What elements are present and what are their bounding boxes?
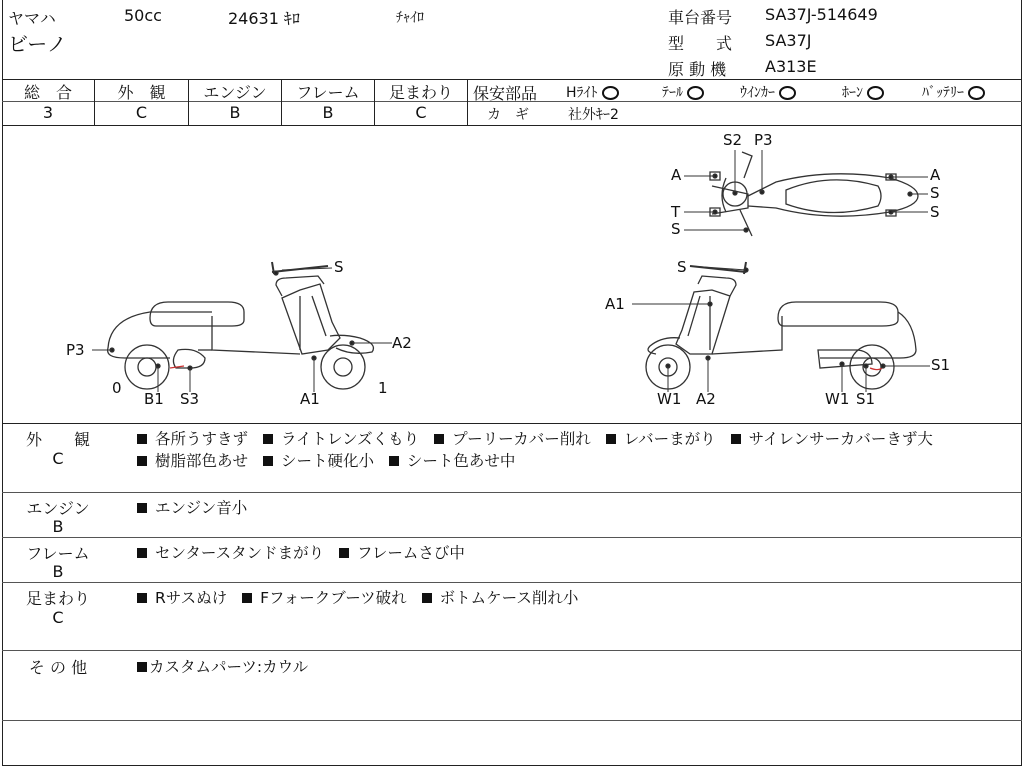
label-right-s: S: [677, 258, 687, 276]
engine-label: 原 動 機: [668, 60, 727, 79]
maker: ヤマハ: [8, 9, 56, 28]
square-bullet-icon: [137, 548, 147, 558]
square-bullet-icon: [263, 434, 273, 444]
model-code-label: 型 式: [668, 34, 733, 53]
grade-value-engine: B: [229, 103, 241, 122]
label-left-b1: B1: [144, 390, 164, 408]
key-label: カ ギ: [487, 107, 529, 123]
grade-label-engine: エンジン: [203, 83, 267, 102]
square-bullet-icon: [731, 434, 741, 444]
safety-item-tail: ﾃｰﾙ: [662, 82, 704, 102]
label-right-a2: A2: [696, 390, 716, 408]
square-bullet-icon: [389, 456, 399, 466]
frame-number: SA37J-514649: [765, 5, 878, 24]
remark-line: Rサスぬけ Fフォークブーツ破れ ボトムケース削れ小: [137, 586, 578, 608]
square-bullet-icon: [606, 434, 616, 444]
square-bullet-icon: [263, 456, 273, 466]
grade-label-frame: フレーム: [296, 83, 360, 102]
label-left-p3: P3: [66, 341, 85, 359]
key-value: 社外ｷｰ2: [568, 107, 619, 123]
remark-label-engine: エンジン: [26, 499, 90, 518]
square-bullet-icon: [339, 548, 349, 558]
grade-value-suspension: C: [415, 103, 427, 122]
square-bullet-icon: [242, 593, 252, 603]
square-bullet-icon: [137, 593, 147, 603]
remark-label-suspension: 足まわり: [25, 589, 90, 608]
label-left-s3: S3: [180, 390, 200, 408]
label-top-p3: P3: [754, 131, 773, 149]
remark-grade-engine: B: [52, 517, 64, 536]
safety-item-winker: ｳｲﾝｶｰ: [740, 82, 796, 102]
remark-grade-suspension: C: [52, 608, 64, 627]
safety-item-headlight: Hﾗｲﾄ: [566, 82, 619, 102]
label-left-one: 1: [378, 379, 388, 397]
grade-value-frame: B: [322, 103, 334, 122]
label-top-s2: S2: [723, 131, 743, 149]
label-right-a1: A1: [605, 295, 625, 313]
frame-number-label: 車台番号: [668, 8, 733, 27]
remark-label-exterior: 外 観: [25, 430, 90, 449]
remark-label-other: そ の 他: [28, 658, 88, 677]
square-bullet-icon: [137, 456, 147, 466]
mileage: 24631 ｷﾛ: [228, 9, 300, 28]
remark-grade-frame: B: [52, 562, 64, 581]
label-top-s-right1: S: [930, 184, 940, 202]
label-top-t: T: [671, 203, 681, 221]
label-right-s1: S1: [931, 356, 951, 374]
grade-label-total: 総 合: [23, 83, 72, 102]
label-top-s-bottom: S: [671, 220, 681, 238]
square-bullet-icon: [137, 662, 147, 672]
square-bullet-icon: [434, 434, 444, 444]
grade-value-exterior: C: [135, 103, 148, 122]
scooter-right-view: [632, 262, 930, 392]
remark-line: エンジン音小: [137, 496, 247, 518]
label-top-s-right2: S: [930, 203, 940, 221]
square-bullet-icon: [137, 503, 147, 513]
scooter-top-view: [684, 150, 928, 236]
engine-code: A313E: [765, 57, 817, 76]
model-name: ビーノ: [8, 32, 67, 56]
remark-line: センタースタンドまがり フレームさび中: [137, 541, 465, 563]
label-right-s1-b: S1: [856, 390, 876, 408]
square-bullet-icon: [422, 593, 432, 603]
grade-label-exterior: 外 観: [117, 83, 166, 102]
label-left-a1: A1: [300, 390, 320, 408]
remark-line: 各所うすきず ライトレンズくもり プーリーカバー削れ レバーまがり サイレンサーカバーきず大: [137, 427, 933, 449]
remark-line: カスタムパーツ:カウル: [137, 655, 308, 677]
grade-label-suspension: 足まわり: [388, 83, 453, 102]
remark-line: 樹脂部色あせ シート硬化小 シート色あせ中: [137, 449, 515, 471]
mileage-note: ﾁｬｲﾛ: [396, 10, 424, 26]
remark-grade-exterior: C: [52, 449, 64, 468]
model-code: SA37J: [765, 31, 812, 50]
displacement: 50cc: [124, 6, 162, 25]
safety-item-horn: ﾎｰﾝ: [842, 82, 884, 102]
square-bullet-icon: [137, 434, 147, 444]
remark-label-frame: フレーム: [26, 544, 90, 563]
grade-value-total: 3: [42, 103, 54, 122]
scooter-left-view: [92, 262, 392, 392]
label-right-w1: W1: [657, 390, 682, 408]
label-top-a-right: A: [930, 166, 941, 184]
label-left-zero: 0: [112, 379, 122, 397]
safety-parts-label: 保安部品: [473, 84, 538, 103]
safety-item-battery: ﾊﾞｯﾃﾘｰ: [922, 82, 985, 102]
label-right-w1-b: W1: [825, 390, 850, 408]
label-top-a-left: A: [671, 166, 682, 184]
label-left-s: S: [334, 258, 344, 276]
label-left-a2: A2: [392, 334, 412, 352]
